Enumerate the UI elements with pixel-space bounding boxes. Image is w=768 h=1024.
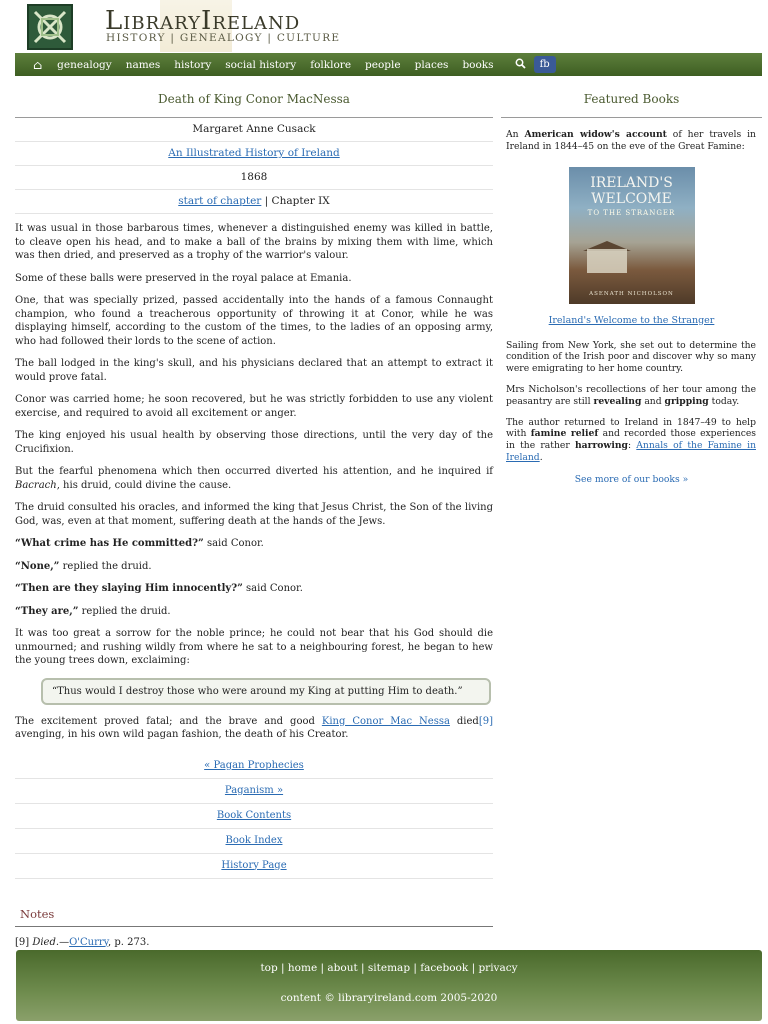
article-paragraph: The ball lodged in the king's skull, and his physicians declared that an attempt to extract it would prove fatal. xyxy=(15,358,493,383)
nav-social-history[interactable]: social history xyxy=(225,58,297,71)
notes-heading: Notes xyxy=(15,879,493,927)
footer-link-about[interactable]: about xyxy=(327,962,358,974)
text-span: died xyxy=(449,715,479,727)
contents-row xyxy=(15,804,493,829)
publication-year: 1868 xyxy=(240,171,268,183)
footer-links xyxy=(16,962,762,974)
see-more-row xyxy=(501,474,762,485)
text-span: : xyxy=(627,440,637,452)
dialogue-line xyxy=(15,582,493,596)
article-paragraph: Conor was carried home; he soon recovered, but he was strictly forbidden to use any violent exercise, and required to avoid all excitement or anger. xyxy=(15,394,493,419)
sidebar-paragraph: Sailing from New York, she set out to determine the condition of the Irish poor and discover why so many were emigrating to her home country. xyxy=(506,339,756,375)
year-row xyxy=(15,166,493,190)
text-span: But the fearful phenomena which then occurred diverted his attention, and he inquired if xyxy=(15,466,493,477)
facebook-button[interactable]: fb xyxy=(534,56,556,73)
text-span: .— xyxy=(55,936,70,948)
cover-house xyxy=(587,249,627,273)
next-page-link[interactable]: Paganism » xyxy=(224,784,284,796)
book-index-link[interactable]: Book Index xyxy=(225,834,283,846)
prev-row xyxy=(15,754,493,779)
article-paragraph: It was usual in those barbarous times, whenever a distinguished enemy was killed in battle, to cleave open his head, and to make a ball of the brains by mixing them with lime, which was then dried, and preserved as a trophy of the warrior's valour. xyxy=(15,223,493,261)
footnote-term: Died xyxy=(32,936,56,948)
start-of-chapter-link[interactable]: start of chapter xyxy=(178,195,262,207)
bold-text: revealing xyxy=(593,395,642,407)
sidebar-intro xyxy=(506,129,756,153)
nav-names[interactable]: names xyxy=(125,58,161,71)
index-row xyxy=(15,829,493,854)
book-contents-link[interactable]: Book Contents xyxy=(216,809,292,821)
nav-folklore[interactable]: folklore xyxy=(310,58,352,71)
site-tagline: HISTORY | GENEALOGY | CULTURE xyxy=(106,32,341,44)
article-paragraph: One, that was specially prized, passed accidentally into the hands of a famous Connaught champion, who found a treacherous opportunity of throwing it at Conor, while he was displaying himself, according to the custom of the times, to the ladies of an opposing army, who had followed their lords to the scene of action. xyxy=(15,295,493,347)
text-span: The author returned to Ireland in 1847–49 to help with xyxy=(506,416,756,440)
text-span: and xyxy=(641,395,665,407)
chapter-label: Chapter IX xyxy=(271,195,330,207)
featured-book-link[interactable]: Ireland's Welcome to the Stranger xyxy=(548,314,715,326)
footer-link-top[interactable]: top xyxy=(260,962,278,974)
book-title-row xyxy=(15,142,493,166)
history-page-link[interactable]: History Page xyxy=(221,859,287,871)
page-title: Death of King Conor MacNessa xyxy=(15,76,493,118)
dialogue-line xyxy=(15,560,493,574)
annals-famine-link[interactable]: Annals of the Famine in Ireland xyxy=(506,440,756,463)
article-paragraph: The king enjoyed his usual health by observing those directions, until the very day of the Crucifixion. xyxy=(15,430,493,455)
king-conor-link[interactable]: King Conor Mac Nessa xyxy=(321,715,450,727)
nav-places[interactable]: places xyxy=(414,58,449,71)
nav-people[interactable]: people xyxy=(365,58,401,71)
text-span: said Conor. xyxy=(242,583,303,594)
dialogue-quote: “What crime has He committed?” xyxy=(15,538,204,549)
chapter-separator: | xyxy=(261,195,272,207)
cover-author: ASENATH NICHOLSON xyxy=(589,290,674,297)
text-span: of her travels in Ireland in 1844–45 on the eve of the Great Famine: xyxy=(506,129,756,152)
prev-page-link[interactable]: « Pagan Prophecies xyxy=(204,759,304,771)
footer-separator: | xyxy=(357,962,368,974)
text-span: The excitement proved fatal; and the brave and good xyxy=(15,715,322,727)
home-icon[interactable]: ⌂ xyxy=(33,57,43,72)
bold-text: gripping xyxy=(664,395,709,407)
dialogue-line xyxy=(15,605,493,619)
footnote xyxy=(15,937,493,948)
footer-link-facebook[interactable]: facebook xyxy=(420,962,469,974)
chapter-row xyxy=(15,190,493,214)
druid-name: Bacrach xyxy=(15,479,57,491)
footer-separator: | xyxy=(468,962,479,974)
ocurry-link[interactable]: O'Curry xyxy=(69,936,108,948)
bold-text: harrowing xyxy=(574,440,628,452)
site-logo-title[interactable]: LibraryIreland xyxy=(105,6,301,36)
sidebar-paragraph xyxy=(506,417,756,464)
footer-separator: | xyxy=(410,962,421,974)
featured-books-sidebar xyxy=(501,76,762,485)
nav-history[interactable]: history xyxy=(174,58,212,71)
text-span: . xyxy=(539,451,543,463)
text-span: replied the druid. xyxy=(59,560,152,572)
book-cover-image[interactable] xyxy=(569,167,695,304)
nav-books[interactable]: books xyxy=(462,58,494,71)
text-span: An xyxy=(506,129,525,140)
copyright-text: content © libraryireland.com 2005-2020 xyxy=(280,992,498,1004)
history-row xyxy=(15,854,493,879)
text-span: today. xyxy=(708,395,740,407)
dialogue-quote: “Then are they slaying Him innocently?” xyxy=(15,583,243,594)
site-footer xyxy=(16,950,762,1021)
main-nav xyxy=(15,53,762,76)
article-paragraph: It was too great a sorrow for the noble prince; he could not bear that his God should die unmourned; and rushing wildly from where he sat to a neighbouring forest, he began to hew the young trees down, exclaiming: xyxy=(15,628,493,666)
dialogue-quote: “None,” xyxy=(15,560,60,572)
dialogue-quote: “They are,” xyxy=(15,605,79,617)
article-paragraph xyxy=(15,465,493,492)
featured-book-row xyxy=(501,315,762,326)
footnote-ref-link[interactable]: [9] xyxy=(478,715,493,727)
text-span: , his druid, could divine the cause. xyxy=(56,479,232,491)
footer-link-home[interactable]: home xyxy=(287,962,318,974)
article-paragraph xyxy=(15,715,493,742)
footer-separator: | xyxy=(317,962,328,974)
text-span: avenging, in his own wild pagan fashion, the death of his Creator. xyxy=(15,729,349,740)
text-span: Mrs Nicholson's recollections of her tour among the peasantry are still xyxy=(506,383,756,407)
footer-separator: | xyxy=(277,962,288,974)
text-span: and recorded those experiences in the rather xyxy=(506,428,756,452)
search-icon[interactable] xyxy=(501,58,532,72)
sidebar-paragraph xyxy=(506,384,756,408)
see-more-books-link[interactable]: See more of our books » xyxy=(574,473,689,485)
text-span: said Conor. xyxy=(203,538,264,549)
sidebar-title: Featured Books xyxy=(501,76,762,118)
page-navigation xyxy=(15,754,493,879)
next-row xyxy=(15,779,493,804)
article-column xyxy=(15,76,493,948)
article-paragraph: Some of these balls were preserved in the royal palace at Emania. xyxy=(15,272,352,284)
text-span: , p. 273. xyxy=(108,936,150,948)
site-header xyxy=(0,0,768,54)
nav-genealogy[interactable]: genealogy xyxy=(57,58,112,71)
footer-link-sitemap[interactable]: sitemap xyxy=(367,962,411,974)
blockquote: “Thus would I destroy those who were around my King at putting Him to death.” xyxy=(41,678,491,705)
article-paragraph: The druid consulted his oracles, and informed the king that Jesus Christ, the Son of the living God, was, even at that moment, suffering death at the hands of the Jews. xyxy=(15,502,493,527)
footer-link-privacy[interactable]: privacy xyxy=(478,962,518,974)
celtic-knot-logo-icon[interactable] xyxy=(27,4,73,50)
cover-title: IRELAND'S WELCOME xyxy=(590,174,673,207)
author-name: Margaret Anne Cusack xyxy=(192,123,316,135)
author-row xyxy=(15,118,493,142)
book-title-link[interactable]: An Illustrated History of Ireland xyxy=(168,147,340,159)
bold-text: American widow's account xyxy=(524,129,667,140)
text-span: replied the druid. xyxy=(78,605,171,617)
bold-text: famine relief xyxy=(530,428,599,440)
footnote-number: [9] xyxy=(15,936,33,948)
dialogue-line xyxy=(15,537,493,551)
cover-subtitle: TO THE STRANGER xyxy=(587,208,676,217)
